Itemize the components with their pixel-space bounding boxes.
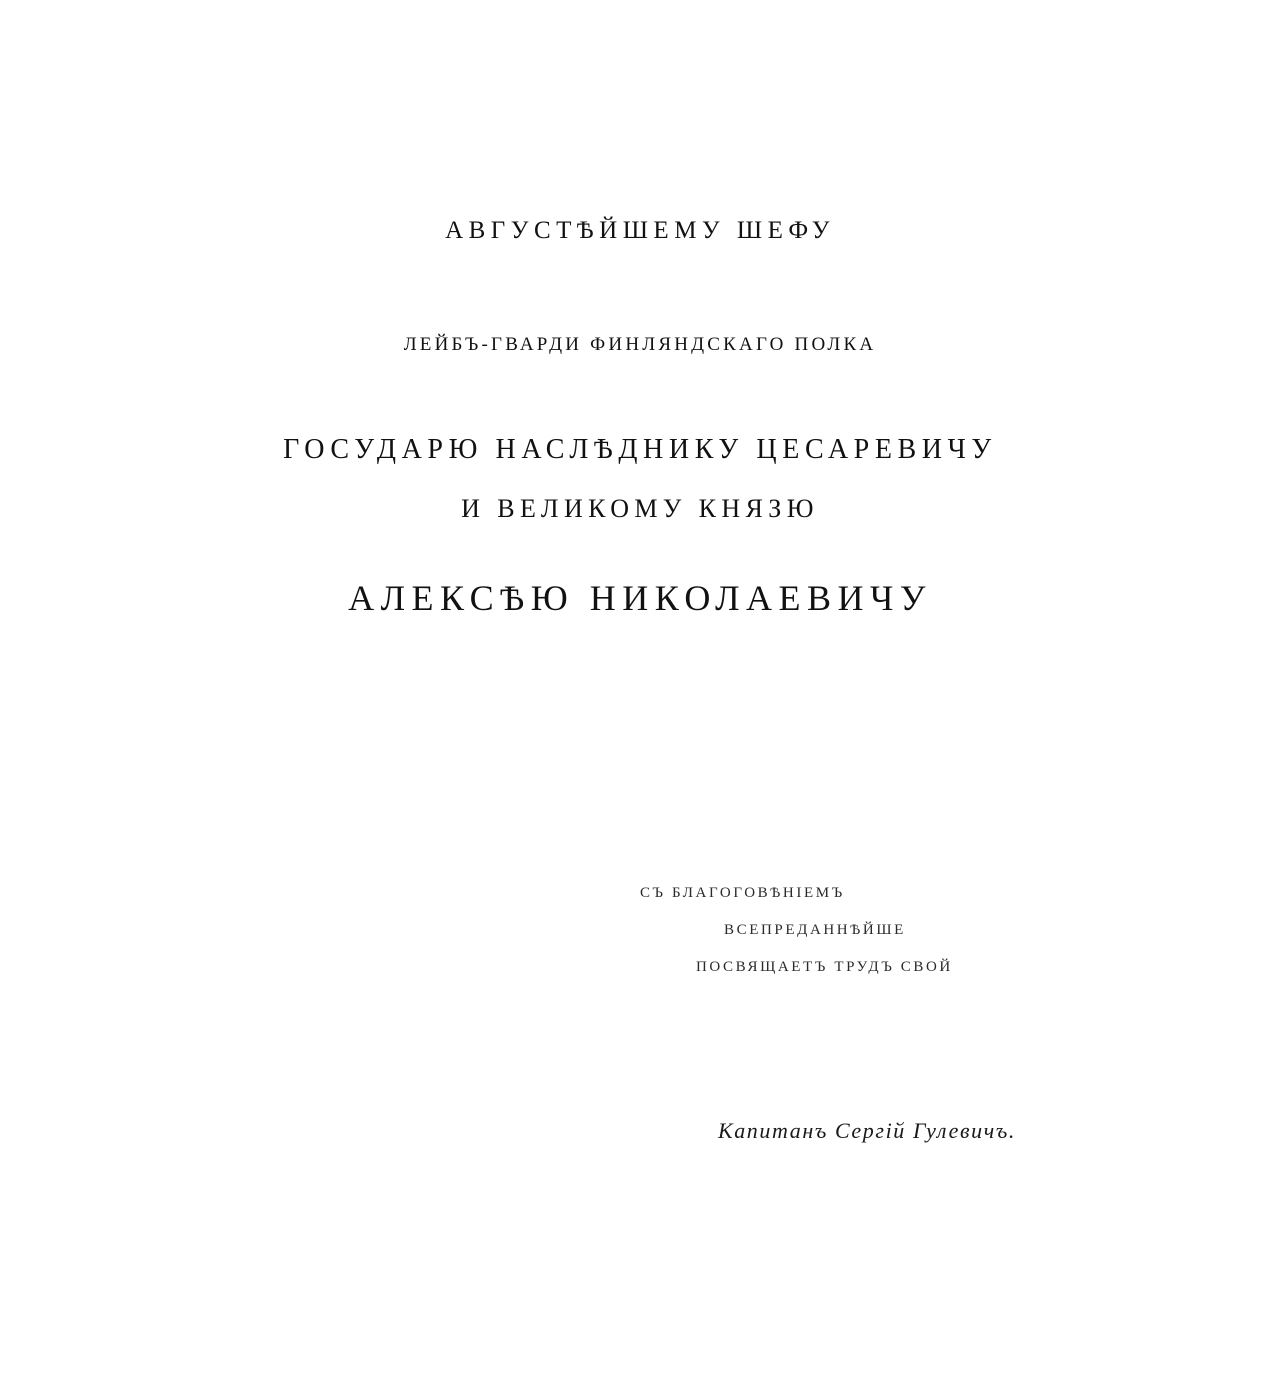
author-signature: Капитанъ Сергій Гулевичъ. — [718, 1118, 1016, 1143]
closing-line-2: ВСЕПРЕДАННѢЙШЕ — [724, 922, 906, 938]
dedication-heir-title-line: ГОСУДАРЮ НАСЛѢДНИКУ ЦЕСАРЕВИЧУ — [283, 434, 997, 465]
dedication-block — [0, 218, 1280, 616]
closing-block — [640, 886, 1160, 975]
dedication-name-line: АЛЕКСѢЮ НИКОЛАЕВИЧУ — [348, 578, 932, 618]
dedication-chief-line: АВГУСТѢЙШЕМУ ШЕФУ — [445, 217, 835, 244]
closing-line-3: ПОСВЯЩАЕТЪ ТРУДЪ СВОЙ — [696, 959, 953, 975]
closing-line-1: СЪ БЛАГОГОВѢНІЕМЪ — [640, 885, 845, 901]
dedication-regiment-line: ЛЕЙБЪ-ГВАРДИ ФИНЛЯНДСКАГО ПОЛКА — [403, 334, 877, 355]
dedication-grand-duke-title-line: И ВЕЛИКОМУ КНЯЗЮ — [461, 494, 819, 523]
